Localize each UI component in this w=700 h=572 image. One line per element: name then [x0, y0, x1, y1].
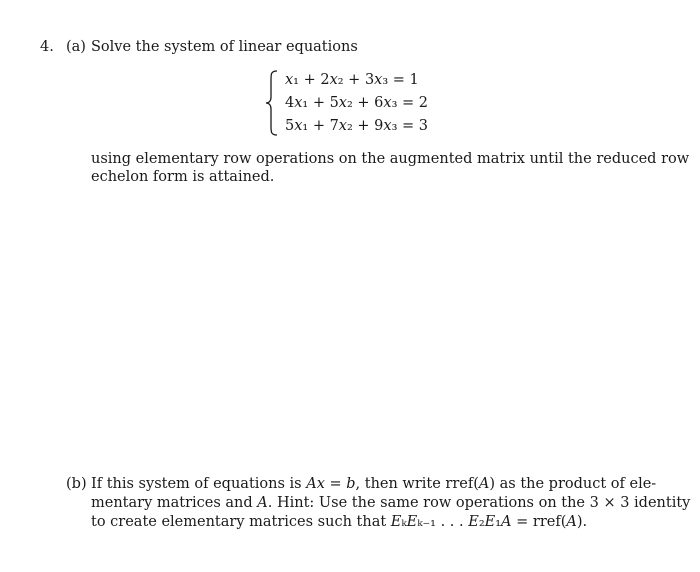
part-b-line-2: mentary matrices and 𝐴. Hint: Use the same row operations on the 3 × 3 identity	[91, 495, 691, 511]
part-b-line-3: to create elementary matrices such that 𝐸ₖ𝐸ₖ₋₁ . . . 𝐸₂𝐸₁𝐴 = rref(𝐴).	[91, 514, 588, 530]
part-b-line-1: If this system of equations is 𝐴𝑥 = 𝑏, then write rref(𝐴) as the product of ele-	[91, 476, 657, 492]
part-b-label: (b)	[66, 476, 87, 492]
equation-2: 4𝑥₁ + 5𝑥₂ + 6𝑥₃ = 2	[285, 95, 428, 111]
part-a-label: (a)	[66, 39, 86, 55]
left-brace	[265, 70, 281, 136]
part-a-instruction-line-2: echelon form is attained.	[91, 169, 275, 185]
part-a-prompt: Solve the system of linear equations	[91, 39, 358, 55]
equation-3: 5𝑥₁ + 7𝑥₂ + 9𝑥₃ = 3	[285, 118, 428, 134]
equation-1: 𝑥₁ + 2𝑥₂ + 3𝑥₃ = 1	[285, 72, 419, 88]
problem-number: 4.	[40, 39, 54, 55]
equation-system	[265, 68, 435, 138]
part-a-instruction-line-1: using elementary row operations on the augmented matrix until the reduced row	[91, 151, 690, 167]
